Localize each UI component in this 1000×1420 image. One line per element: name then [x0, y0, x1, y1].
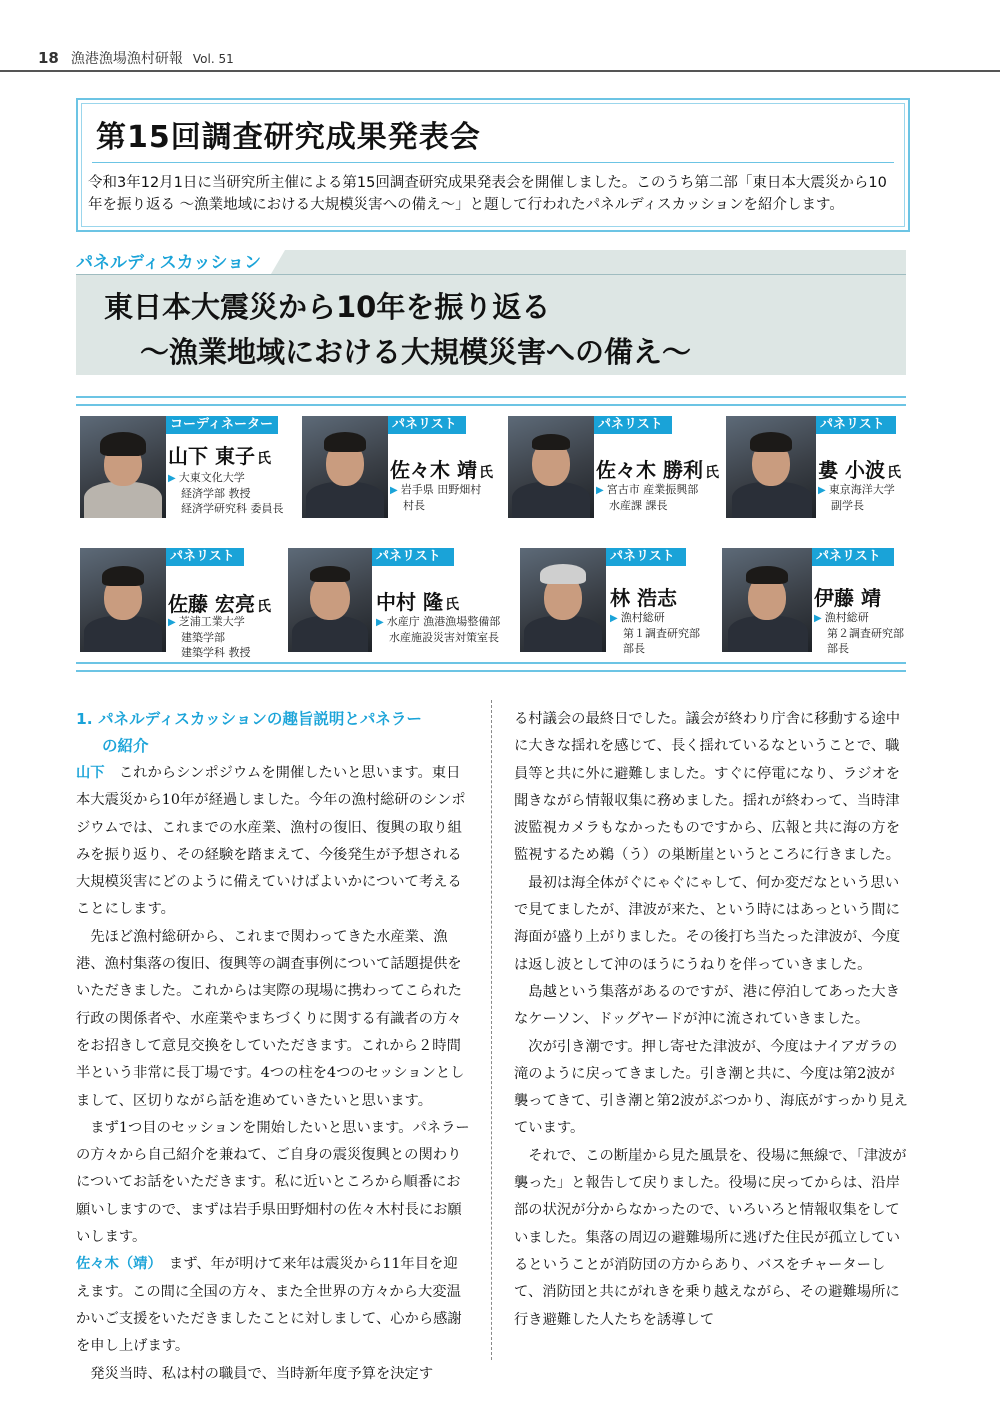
- panelist-name-line: [610, 582, 679, 611]
- panelist-role: パネリスト: [388, 416, 466, 434]
- panelist-name-line: [814, 582, 883, 611]
- panelist-affiliation: ▶ 水産庁 漁港漁場整備部 水産施設災害対策室長: [376, 615, 501, 644]
- panelist-name: 佐藤 宏亮: [168, 592, 255, 616]
- panelist-affiliation: ▶ 宮古市 産業振興部 水産課 課長: [596, 483, 699, 512]
- speaker-label: 佐々木（靖）: [76, 1256, 155, 1273]
- section-heading-line: 1. パネルディスカッションの趣旨説明とパネラー: [76, 710, 422, 728]
- triangle-icon: ▶: [596, 485, 604, 496]
- panelist-photo: [508, 416, 594, 518]
- paragraph: [76, 760, 470, 924]
- triangle-icon: ▶: [814, 613, 822, 624]
- triangle-icon: ▶: [168, 473, 176, 484]
- paragraph-text: まず1つ目のセッションを開始したいと思います。パネラーの方々から自己紹介を兼ねて、ご自身の震災復興との関わりについてお話をいただきます。私に近いところから順番にお願いしますので、まずは岩手県田野畑村の佐々木村長にお願いします。: [76, 1119, 470, 1246]
- intro-box: [76, 98, 910, 232]
- panelist-role: パネリスト: [594, 416, 672, 434]
- intro-description: [88, 172, 898, 216]
- panelist-role: パネリスト: [816, 416, 896, 434]
- panelist-name: 婁 小波: [818, 458, 885, 482]
- paragraph: [76, 1115, 470, 1251]
- paragraph-text: これからシンポジウムを開催したいと思います。東日本大震災から10年が経過しました。今年の漁村総研のシンポジウムでは、これまでの水産業、漁村の復旧、復興の取り組みを振り返り、その経験を踏まえて、今後発生が予想される大規模災害にどのように備えていけばよいかについて考えることにします。: [76, 765, 466, 918]
- panelist-name: 山下 東子: [168, 444, 255, 468]
- paragraph: [514, 1034, 908, 1143]
- paragraph-text: それで、この断崖から見た風景を、役場に無線で、「津波が襲った」と報告して戻りました。役場に戻ってからは、沿岸部の状況が分からなかったので、いろいろと情報収集をしていました。集落の周辺の避難場所に逃げた住民が孤立しているということが消防団の方からあり、バスをチャーターして、消防団と共にがれきを乗り越えながら、その避難場所に行き避難した人たちを誘導して: [514, 1147, 907, 1328]
- section-heading-line: の紹介: [102, 737, 149, 755]
- panelist-name-line: [596, 454, 719, 483]
- triangle-icon: ▶: [390, 485, 398, 496]
- paragraph: [76, 924, 470, 1115]
- paragraph-text: 最初は海全体がぐにゃぐにゃして、何か変だなという思いで見てましたが、津波が来た、という時にはあっという間に海面が盛り上がりました。その後打ち当たった津波が、今度は返し波として沖のほうにうねりを伴っていきました。: [514, 874, 901, 973]
- panelist-name: 伊藤 靖: [814, 586, 881, 610]
- journal-name: 漁港漁場漁村研報: [70, 51, 183, 67]
- body-right-column: [514, 706, 908, 1334]
- panelist-top-rule: [76, 396, 906, 406]
- panelist-affiliation: ▶ 大東文化大学 経済学部 教授 経済学研究科 委員長: [168, 471, 284, 515]
- page-number: 18: [38, 49, 59, 67]
- panelist-honorific: 氏: [444, 597, 459, 613]
- running-header: [38, 48, 234, 68]
- panelist-honorific: 氏: [256, 451, 271, 467]
- paragraph-text: 発災当時、私は村の職員で、当時新年度予算を決定す: [76, 1365, 434, 1382]
- section-heading: [76, 706, 470, 760]
- panel-title-tab: [271, 250, 906, 274]
- panelist-role: パネリスト: [166, 548, 244, 566]
- panelist-honorific: 氏: [704, 465, 719, 481]
- panelist-name: 林 浩志: [610, 586, 677, 610]
- panelist-honorific: 氏: [886, 465, 901, 481]
- paragraph-text: まず、年が明けて来年は震災から11年目を迎えます。この間に全国の方々、また全世界の方々から大変温かいご支援をいただきましたことに対しまして、心から感謝を申し上げます。: [76, 1256, 462, 1355]
- panelist-name: 佐々木 靖: [390, 458, 477, 482]
- paragraph: [514, 1143, 908, 1334]
- panel-label: パネルディスカッション: [76, 253, 262, 273]
- panelist-photo: [726, 416, 816, 518]
- intro-desc-line: 年を振り返る 〜漁業地域における大規模災害への備え〜」と題して行われたパネルディスカッションを紹介します。: [88, 197, 844, 213]
- panelist-name: 中村 隆: [376, 590, 443, 614]
- panel-label-rule: [76, 274, 906, 275]
- panelist-affiliation: ▶ 漁村総研 第１調査研究部 部長: [610, 611, 700, 655]
- paragraph-text: る村議会の最終日でした。議会が終わり庁舎に移動する途中に大きな揺れを感じて、長く揺れているなということで、職員等と共に外に避難しました。すぐに停電になり、ラジオを聞きながら情報収集に務めました。揺れが終わって、当時津波監視カメラもなかったものですから、広報と共に海の方を監視するため鵜（う）の巣断崖というところに行きました。: [514, 711, 901, 864]
- triangle-icon: ▶: [818, 485, 826, 496]
- panelist-honorific: 氏: [478, 465, 493, 481]
- panelist-photo: [722, 548, 812, 652]
- panelist-affiliation: ▶ 漁村総研 第２調査研究部 部長: [814, 611, 904, 655]
- panelist-bottom-rule: [76, 662, 906, 672]
- panel-title-main: 東日本大震災から10年を振り返る: [104, 290, 551, 324]
- panelist-name-line: [168, 440, 271, 469]
- paragraph: [514, 706, 908, 870]
- panelist-name: 佐々木 勝利: [596, 458, 703, 482]
- panelist-photo: [288, 548, 372, 652]
- panelist-affiliation: ▶ 芝浦工業大学 建築学部 建築学科 教授: [168, 615, 251, 659]
- panelist-photo: [80, 548, 166, 652]
- column-divider: [491, 700, 492, 1360]
- panel-title-sub: 〜漁業地域における大規模災害への備え〜: [140, 335, 692, 369]
- paragraph: [514, 979, 908, 1034]
- panelist-photo: [80, 416, 166, 518]
- intro-title: 第15回調査研究成果発表会: [96, 120, 481, 155]
- triangle-icon: ▶: [168, 617, 176, 628]
- triangle-icon: ▶: [610, 613, 618, 624]
- panelist-role: コーディネーター: [166, 416, 278, 434]
- paragraph-text: 次が引き潮です。押し寄せた津波が、今度はナイアガラの滝のように戻ってきました。引き潮と共に、今度は第2波が襲ってきて、引き潮と第2波がぶつかり、海底がすっかり見えています。: [514, 1038, 908, 1137]
- paragraph: [76, 1251, 470, 1360]
- panelist-role: パネリスト: [812, 548, 894, 566]
- paragraph-text: 先ほど漁村総研から、これまで関わってきた水産業、漁港、漁村集落の復旧、復興等の調査事例について話題提供をいただきました。これからは実際の現場に携わってこられた行政の関係者や、水産業やまちづくりに関する有識者の方々をお招きして意見交換をしていただきます。これから２時間半という非常に長丁場です。4つの柱を4つのセッションとしまして、区切りながら話を進めていきたいと思います。: [76, 928, 465, 1109]
- speaker-label: 山下: [76, 765, 105, 781]
- panelist-name-line: [376, 586, 459, 615]
- intro-rule: [92, 162, 894, 163]
- volume-label: Vol. 51: [192, 52, 234, 66]
- paragraph-text: 島越という集落があるのですが、港に停泊してあった大きなケーソン、ドッグヤードが沖に流されていきました。: [514, 983, 900, 1028]
- body-left-column: [76, 706, 470, 1388]
- panelist-role: パネリスト: [606, 548, 686, 566]
- intro-desc-line: 令和3年12月1日に当研究所主催による第15回調査研究成果発表会を開催しました。このうち第二部「東日本大震災から10: [88, 175, 887, 191]
- paragraph: [76, 1361, 470, 1388]
- panelist-honorific: 氏: [256, 599, 271, 615]
- panelist-name-line: [168, 588, 271, 617]
- panelist-name-line: [390, 454, 493, 483]
- paragraph: [514, 870, 908, 979]
- header-rule: [0, 70, 1000, 72]
- panelist-affiliation: ▶ 東京海洋大学 副学長: [818, 483, 895, 512]
- panelist-role: パネリスト: [372, 548, 454, 566]
- panelist-photo: [520, 548, 606, 652]
- panelist-photo: [302, 416, 388, 518]
- panelist-name-line: [818, 454, 901, 483]
- panelist-affiliation: ▶ 岩手県 田野畑村 村長: [390, 483, 482, 512]
- triangle-icon: ▶: [376, 617, 384, 628]
